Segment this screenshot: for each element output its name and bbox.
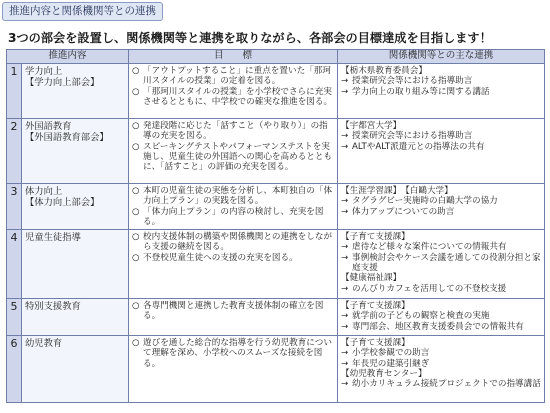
row-content-name	[22, 230, 129, 299]
relation-item	[341, 142, 541, 152]
relation-text: のんびりカフェを活用しての不登校支援	[352, 283, 507, 294]
committee-name: 【学力向上部会】	[25, 77, 100, 88]
table-row	[7, 64, 545, 119]
row-goals	[129, 184, 338, 230]
goal-item	[132, 186, 334, 207]
partner-organization: 【宇都宮大学】	[341, 121, 402, 131]
goal-text: スピーキングテストやパフォーマンステストを実施し、児童生徒の外国語への関心を高めるとともに、「話すこと」の評価の充実を図る。	[143, 141, 333, 173]
row-goals	[129, 299, 338, 336]
goal-text: 発達段階に応じた「話すこと（やり取り）」の指導の充実を図る。	[143, 121, 328, 142]
arrow-right-icon: →	[341, 252, 349, 263]
circle-bullet-icon: ○	[132, 206, 140, 217]
row-number: 2	[7, 119, 22, 184]
goal-item	[132, 66, 334, 87]
row-number: 3	[7, 184, 22, 230]
row-number: 1	[7, 64, 22, 119]
row-goals	[129, 119, 338, 184]
row-number: 4	[7, 230, 22, 299]
goal-text: 「那珂川スタイルの授業」を小学校でさらに充実させるとともに、中学校での確実な推進を図る。	[143, 86, 333, 107]
partner-organization: 【子育て支援課】	[341, 232, 410, 243]
goal-text: 不登校児童生徒への支援の充実を図る。	[143, 252, 298, 263]
circle-bullet-icon: ○	[132, 86, 140, 97]
circle-bullet-icon: ○	[132, 252, 140, 263]
arrow-right-icon: →	[341, 141, 349, 152]
row-content-name	[22, 119, 129, 184]
row-goals	[129, 64, 338, 119]
arrow-right-icon: →	[341, 321, 349, 332]
relation-text: 学力向上の取り組み等に関する講話	[352, 86, 490, 97]
relation-text: 就学前の子どもの観察と検査の実施	[352, 311, 490, 322]
relation-text: 幼小カリキュラム接続プロジェクトでの指導講話	[352, 379, 541, 390]
relation-item	[341, 311, 541, 321]
row-number: 5	[7, 299, 22, 336]
arrow-right-icon: →	[341, 379, 349, 390]
table-header-row	[7, 50, 545, 64]
goal-item	[132, 142, 334, 173]
row-relations	[338, 64, 545, 119]
relation-item	[341, 359, 541, 369]
page-headline: 3つの部会を設置し、関係機関等と連携を取りながら、各部会の目標達成を目指します！	[8, 31, 492, 45]
relation-item	[341, 379, 541, 389]
circle-bullet-icon: ○	[132, 121, 140, 131]
table-row	[7, 230, 545, 299]
relation-text: タグラグビー実施時の白鷗大学の協力	[352, 196, 498, 207]
partner-organization: 【子育て支援課】	[341, 338, 410, 349]
relation-item	[341, 87, 541, 97]
relation-item	[341, 322, 541, 332]
relation-item	[341, 242, 541, 252]
row-relations	[338, 230, 545, 299]
relation-item	[341, 284, 541, 294]
goal-item	[132, 301, 334, 322]
content-title: 幼児教育	[25, 338, 63, 350]
circle-bullet-icon: ○	[132, 66, 140, 76]
arrow-right-icon: →	[341, 283, 349, 294]
arrow-right-icon: →	[341, 206, 349, 217]
circle-bullet-icon: ○	[132, 338, 140, 349]
relation-text: 事例検討会やケース会議を通しての役割分担と家庭支援	[352, 252, 541, 274]
row-content-name	[22, 184, 129, 230]
content-title: 特別支援教育	[25, 301, 81, 313]
relation-text: 年長児の建築引継ぎ	[352, 358, 430, 369]
circle-bullet-icon: ○	[132, 232, 140, 243]
row-relations	[338, 299, 545, 336]
header-content: 推進内容	[7, 50, 129, 64]
goal-item	[132, 121, 334, 142]
goal-text: 本町の児童生徒の実態を分析し、本町独自の「体力向上プラン」の実践を図る。	[143, 186, 333, 207]
partner-organization: 【栃木県教育委員会】	[341, 66, 427, 76]
relation-item	[341, 131, 541, 141]
goal-text: 遊びを通した総合的な指導を行う幼児教育について理解を深め、小学校へのスムーズな接続を図る。	[143, 338, 332, 369]
relation-item	[341, 196, 541, 206]
table-row	[7, 119, 545, 184]
relation-text: 授業研究会等における指導助言	[352, 76, 473, 87]
content-title: 体力向上	[25, 186, 63, 197]
goal-text: 「体力向上プラン」の内容の検討し、充実を図る。	[143, 206, 324, 227]
table-row	[7, 336, 545, 403]
promotion-table	[6, 49, 545, 403]
content-title: 児童生徒指導	[25, 232, 81, 244]
arrow-right-icon: →	[341, 358, 349, 369]
goal-item	[132, 253, 334, 263]
arrow-right-icon: →	[341, 348, 349, 359]
header-goal: 目 標	[129, 50, 338, 64]
table-body	[7, 64, 545, 403]
circle-bullet-icon: ○	[132, 141, 140, 152]
relation-text: 小学校参観での助言	[352, 348, 430, 359]
table-row	[7, 299, 545, 336]
row-relations	[338, 184, 545, 230]
header-relations: 関係機関等との主な連携	[338, 50, 545, 64]
arrow-right-icon: →	[341, 86, 349, 97]
arrow-right-icon: →	[341, 242, 349, 253]
relation-item	[341, 76, 541, 86]
goal-item	[132, 338, 334, 369]
goal-item	[132, 207, 334, 228]
goal-text: 校内支援体制の構築や関係機関との連携をしながら支援の継続を図る。	[143, 232, 333, 253]
arrow-right-icon: →	[341, 76, 349, 87]
goal-item	[132, 87, 334, 108]
row-goals	[129, 336, 338, 403]
section-tab: 推進内容と関係機関等との連携	[2, 2, 163, 21]
row-relations	[338, 336, 545, 403]
row-content-name	[22, 299, 129, 336]
goal-item	[132, 232, 334, 253]
goal-text: 各専門機関と連携した教育支援体制の確立を図る。	[143, 301, 324, 322]
circle-bullet-icon: ○	[132, 186, 140, 196]
relation-text: 授業研究会等における指導助言	[352, 131, 473, 142]
relation-item	[341, 253, 541, 274]
content-title: 外国語教育	[25, 121, 72, 132]
row-content-name	[22, 64, 129, 119]
row-goals	[129, 230, 338, 299]
row-relations	[338, 119, 545, 184]
arrow-right-icon: →	[341, 196, 349, 207]
row-content-name	[22, 336, 129, 403]
relation-item	[341, 348, 541, 358]
partner-organization: 【幼児教育センター】	[341, 369, 427, 380]
arrow-right-icon: →	[341, 311, 349, 322]
table-row	[7, 184, 545, 230]
arrow-right-icon: →	[341, 131, 349, 142]
goal-text: 「アウトプットすること」に重点を置いた「那珂川スタイルの授業」の定着を図る。	[143, 66, 331, 87]
content-title: 学力向上	[25, 66, 63, 77]
relation-text: 体力アップについての助言	[352, 206, 455, 217]
partner-organization: 【子育て支援課】	[341, 301, 410, 312]
relation-text: 虐待など様々な案件についての情報共有	[352, 242, 507, 253]
relation-text: ALTやALT派遣元との指導法の共有	[352, 141, 485, 152]
partner-organization: 【健康福祉課】	[341, 273, 402, 284]
committee-name: 【外国語教育部会】	[25, 132, 109, 143]
relation-text: 専門部会、地区教育支援委員会での情報共有	[352, 321, 524, 332]
row-number: 6	[7, 336, 22, 403]
committee-name: 【体力向上部会】	[25, 197, 100, 208]
relation-item	[341, 207, 541, 217]
circle-bullet-icon: ○	[132, 301, 140, 312]
partner-organization: 【生涯学習課】 【白鷗大学】	[341, 186, 453, 196]
